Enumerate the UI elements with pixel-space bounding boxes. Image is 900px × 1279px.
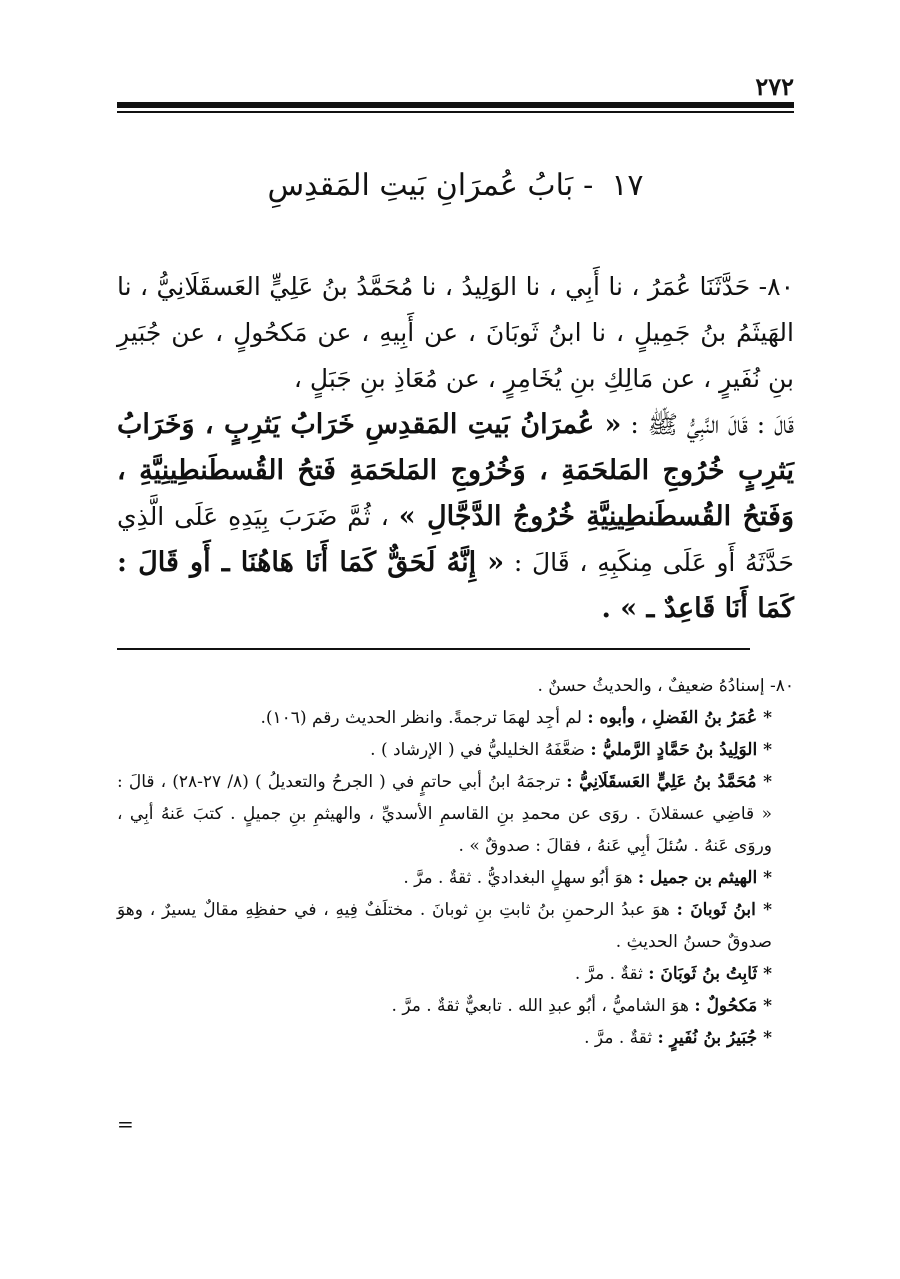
narrator-note: ضعَّفَهُ الخليليُّ في ( الإرشاد ) . bbox=[370, 740, 585, 760]
footnote-narrator bbox=[117, 702, 794, 734]
narrator-name: * جُبَيرُ بنُ نُفَيرٍ : bbox=[657, 1028, 772, 1048]
narrator-note: هوَ الشاميُّ ، أبُو عبدِ الله . تابعيٌّ ثقةٌ . مرَّ . bbox=[391, 996, 689, 1016]
header-rule-thin bbox=[117, 111, 794, 113]
page-number: ٢٧٢ bbox=[755, 72, 794, 101]
footnote-narrator bbox=[117, 766, 794, 862]
chapter-number: ١٧ bbox=[611, 168, 644, 203]
header-rule-thick bbox=[117, 102, 794, 108]
footnote-narrator bbox=[117, 1022, 794, 1054]
hadith-text bbox=[117, 264, 794, 632]
chapter-separator: - bbox=[583, 168, 594, 203]
footnote-text: ٨٠- إسنادُهُ ضعيفٌ ، والحديثُ حسنٌ . bbox=[537, 676, 794, 696]
footnote-narrator bbox=[117, 734, 794, 766]
narrator-name: * ابنُ ثَوبانَ : bbox=[676, 900, 772, 920]
footnote-narrator bbox=[117, 894, 794, 958]
isnad-line: عن مَالِكِ بنِ يُخَامِرٍ ، عن مُعَاذِ بنِ جَبَلٍ ، bbox=[293, 364, 696, 393]
footnote-narrator bbox=[117, 958, 794, 990]
narrator-name: * الهيثم بن جميل : bbox=[637, 868, 772, 888]
narrator-name: * مَكحُولٌ : bbox=[694, 996, 772, 1016]
isnad-line: ٨٠- حَدَّثَنَا عُمَرُ ، نا أَبِي ، نا الوَلِيدُ ، نا مُحَمَّدُ بنُ عَلِيٍّ العَسقَلَانِيُّ ، نا bbox=[117, 272, 794, 301]
footnote-narrator bbox=[117, 990, 794, 1022]
narrator-note: هوَ أبُو سهلٍ البغداديُّ . ثقةٌ . مرَّ . bbox=[403, 868, 633, 888]
prophetic-saying: « عُمرَانُ بَيتِ المَقدِسِ خَرَابُ يَثرِبٍ ، وَخَرَابُ يَثرِبٍ خُرُوجِ المَلحَمَةِ ، وَخُرُوجِ المَلحَمَةِ فَتحُ القُسطَنطِينِيَّةِ ، وَفَتحُ القُسطَنطِينِيَّةِ خُرُوجُ الدَّجَّالِ » bbox=[117, 409, 794, 532]
narrator-note: ترجمَهُ ابنُ أبي حاتمٍ في ( الجرحُ والتعديلُ ) (٨/ ٢٧-٢٨) ، قالَ : « قاضِي عسقلانَ . روَى عن محمدِ بنِ القاسمِ الأسديِّ ، والهيثمِ بنِ جميلٍ . كتبَ عَنهُ أبِي ، وروَى عَنهُ . سُئلَ أبِي عَنهُ ، فقالَ : صدوقٌ » . bbox=[117, 772, 772, 856]
narrator-note: هوَ عبدُ الرحمنِ بنُ ثابتِ بنِ ثوبانَ . مختلَفٌ فِيهِ ، في حفظِهِ مقالٌ يسيرٌ ، وهوَ صدوقٌ حسنُ الحديثِ . bbox=[117, 900, 772, 952]
narrator-note: ثقةٌ . مرَّ . bbox=[584, 1028, 653, 1048]
narrator-name: * مُحَمَّدُ بنُ عَلِيٍّ العَسقَلَانِيُّ : bbox=[566, 772, 772, 792]
prophetic-saying-continued: « إِنَّهُ لَحَقٌّ كَمَا أَنَا هَاهُنَا ـ أَو قَالَ : كَمَا أَنَا قَاعِدٌ ـ » . bbox=[117, 547, 794, 624]
narrator-name: * الوَلِيدُ بنُ حَمَّادٍ الرَّمليُّ : bbox=[590, 740, 772, 760]
footnote-narrator bbox=[117, 862, 794, 894]
narrator-name: * عُمَرُ بنُ الفَضلِ ، وأبوه : bbox=[587, 708, 772, 728]
continuation-mark: = bbox=[117, 1112, 134, 1136]
footnote-separator bbox=[117, 648, 750, 650]
narrator-note: لم أجِد لهمَا ترجمةً. وانظر الحديث رقم (١٠٦). bbox=[260, 708, 582, 728]
footnote-grading bbox=[117, 670, 794, 702]
narrator-name: * ثَابِتُ بنُ ثَوبَانَ : bbox=[648, 964, 772, 984]
narrator-note: ثقةٌ . مرَّ . bbox=[574, 964, 643, 984]
chapter-title: بَابُ عُمرَانِ بَيتِ المَقدِسِ bbox=[267, 168, 574, 203]
isnad bbox=[117, 264, 794, 402]
footnotes bbox=[117, 670, 794, 1054]
matn-narration: ، ثُمَّ ضَرَبَ بِيَدِهِ عَلَى الَّذِي حَدَّثَهُ أَو عَلَى مِنكَبِهِ ، قَالَ : bbox=[117, 502, 794, 577]
matn bbox=[117, 402, 794, 632]
chapter-heading bbox=[117, 168, 794, 203]
matn-intro: قَالَ : قَالَ النَّبِيُّ ﷺ : bbox=[630, 410, 795, 439]
isnad-line: الهَيثَمُ بنُ جَمِيلٍ ، نا ابنُ ثَوبَانَ ، عن أَبِيهِ ، عن مَكحُولٍ ، عن جُبَيرِ بنِ نُفَيرٍ ، bbox=[117, 318, 794, 393]
